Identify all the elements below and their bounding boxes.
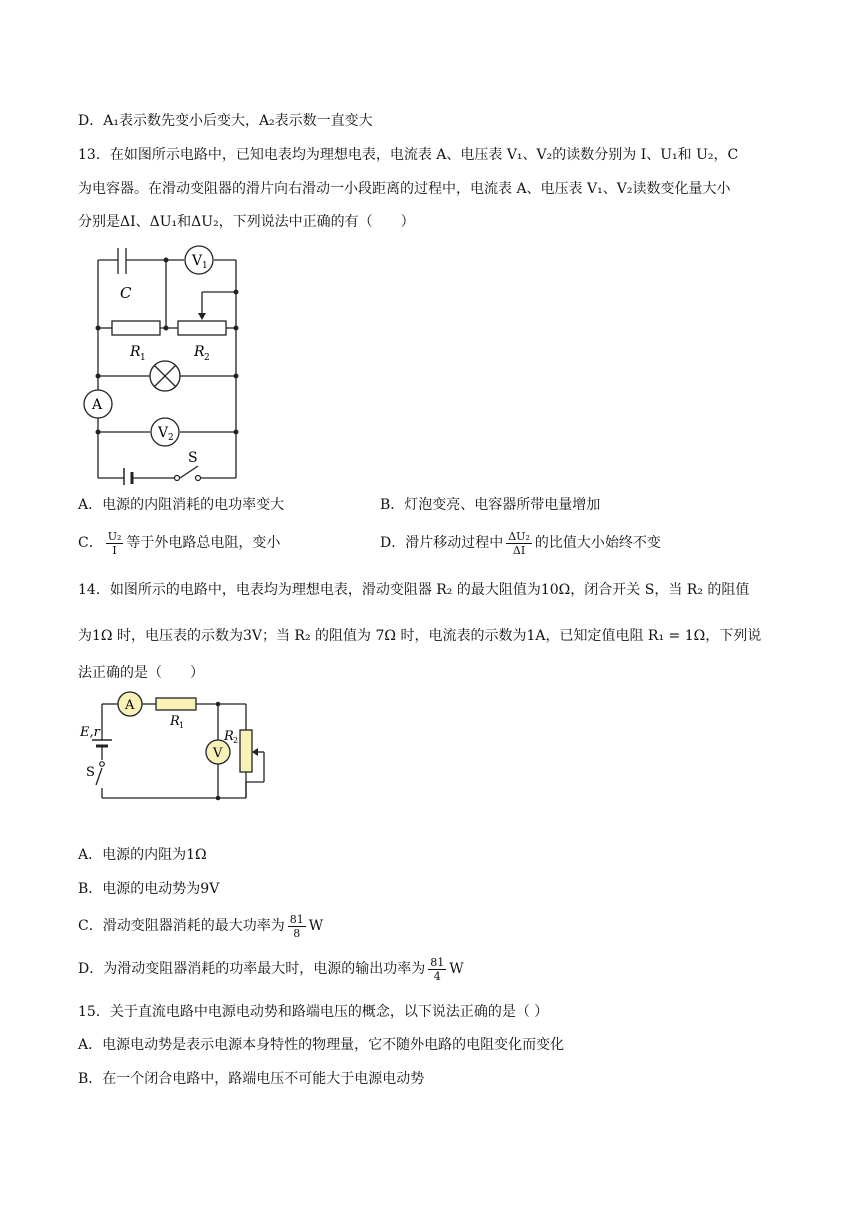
q14-circuit-diagram (78, 690, 278, 805)
q14-r2-label: R (224, 729, 234, 744)
q14-er-label: E,r (80, 725, 100, 740)
q13-circuit-diagram (78, 240, 248, 485)
q14-voltmeter-label: V (213, 746, 223, 761)
q14-option-a: A．电源的内阻为1Ω (78, 847, 207, 863)
q13-stem-line2: 为电容器。在滑动变阻器的滑片向右滑动一小段距离的过程中，电流表 A、电压表 V₁、V₂读数变化量大小 (78, 181, 731, 197)
q14-option-d-fraction: $\frac{81}{4}$ (430, 955, 445, 983)
q15-option-a: A．电源电动势是表示电源本身特性的物理量，它不随外电路的电阻变化而变化 (78, 1037, 565, 1053)
q14-r1-label: R (170, 714, 180, 729)
q13-v1-sub: 1 (202, 261, 208, 271)
q13-option-b: B．灯泡变亮、电容器所带电量增加 (380, 497, 601, 513)
q12-option-d: D．A₁表示数先变小后变大，A₂表示数一直变大 (78, 113, 373, 129)
q13-capacitor-label: C (120, 284, 132, 302)
q13-v2-sub: 2 (168, 433, 174, 443)
q14-option-c-fraction: $\frac{81}{8}$ (289, 912, 304, 940)
q13-option-a: A．电源的内阻消耗的电功率变大 (78, 497, 285, 513)
q14-switch-label: S (86, 765, 95, 780)
q14-option-d: D．为滑动变阻器消耗的功率最大时，电源的输出功率为 $\frac{81}{4}$ W (78, 955, 464, 983)
q15-option-b: B．在一个闭合电路中，路端电压不可能大于电源电动势 (78, 1071, 425, 1087)
q14-stem-line3: 法正确的是（ ） (78, 665, 204, 681)
q13-ammeter-label: A (92, 397, 103, 413)
q14-stem-line1: 14．如图所示的电路中，电表均为理想电表，滑动变阻器 R₂ 的最大阻值为10Ω，闭合开关 S，当 R₂ 的阻值 (78, 582, 750, 598)
q15-stem: 15．关于直流电路中电源电动势和路端电压的概念，以下说法正确的是（ ） (78, 1004, 549, 1020)
q13-stem-line1: 13．在如图所示电路中，已知电表均为理想电表，电流表 A、电压表 V₁、V₂的读数分别为 I、U₁和 U₂，C (78, 147, 739, 163)
q13-stem-line3: 分别是ΔI、ΔU₁和ΔU₂，下列说法中正确的有（ ） (78, 214, 415, 230)
q13-option-c: C． $\frac{\text{U₂}}{I}$ 等于外电路总电阻，变小 (78, 529, 281, 557)
q13-r1-label: R (130, 344, 141, 360)
q13-switch-label: S (188, 450, 198, 466)
q14-r1-sub: 1 (179, 721, 185, 730)
q14-ammeter-label: A (125, 698, 135, 713)
q13-r2-sub: 2 (204, 353, 210, 363)
q13-option-d: D．滑片移动过程中 $\frac{\text{ΔU₂}}{\Delta I}$ 的比值大小始终不变 (380, 529, 661, 557)
q14-option-c: C．滑动变阻器消耗的最大功率为 $\frac{81}{8}$ W (78, 912, 324, 940)
q14-stem-line2: 为1Ω 时，电压表的示数为3V；当 R₂ 的阻值为 7Ω 时，电流表的示数为1A，已知定值电阻 R₁ = 1Ω，下列说 (78, 628, 762, 644)
q14-r2-sub: 2 (233, 736, 239, 745)
q13-v2-label: V (158, 425, 169, 441)
q13-r1-sub: 1 (140, 353, 146, 363)
q14-option-b: B．电源的电动势为9V (78, 881, 220, 897)
q13-option-d-fraction: $\frac{\text{ΔU₂}}{\Delta I}$ (508, 529, 530, 557)
q13-v1-label: V (192, 253, 203, 269)
q13-option-c-fraction: $\frac{\text{U₂}}{I}$ (107, 529, 122, 557)
q13-r2-label: R (194, 344, 205, 360)
